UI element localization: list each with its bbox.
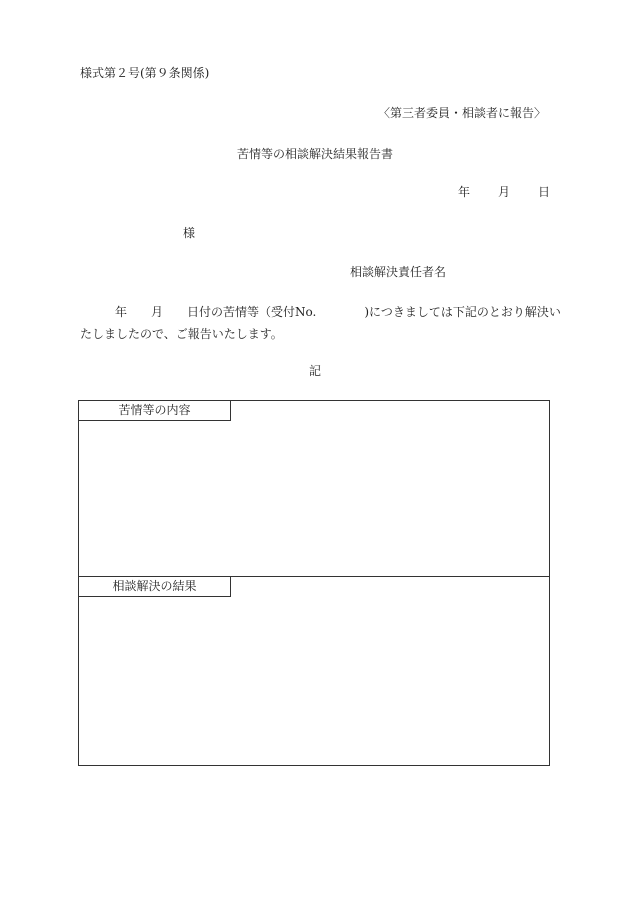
form-number: 様式第２号(第９条関係) <box>80 66 210 80</box>
body-line-2: たしましたので、ご報告いたします。 <box>80 327 283 341</box>
resolution-result-label: 相談解決の結果 <box>78 576 231 597</box>
date-month: 月 <box>497 185 510 199</box>
body-month: 月 <box>151 305 164 319</box>
date-day: 日 <box>537 185 550 199</box>
body-text-a: 日付の苦情等（受付No. <box>187 305 317 319</box>
report-recipient-note: 〈第三者委員・相談者に報告〉 <box>377 106 546 120</box>
document-title: 苦情等の相談解決結果報告書 <box>236 147 393 161</box>
responsible-person-label: 相談解決責任者名 <box>350 265 447 279</box>
ki-heading: 記 <box>308 364 321 378</box>
resolution-result-box <box>78 576 550 766</box>
body-text-b: )につきましては下記のとおり解決い <box>364 305 561 319</box>
date-year: 年 <box>457 185 470 199</box>
complaint-content-box <box>78 400 550 577</box>
body-year: 年 <box>115 305 128 319</box>
body-line-1 <box>80 305 561 319</box>
date-line <box>458 185 550 199</box>
addressee-suffix: 様 <box>183 226 196 240</box>
complaint-content-label: 苦情等の内容 <box>78 400 231 421</box>
